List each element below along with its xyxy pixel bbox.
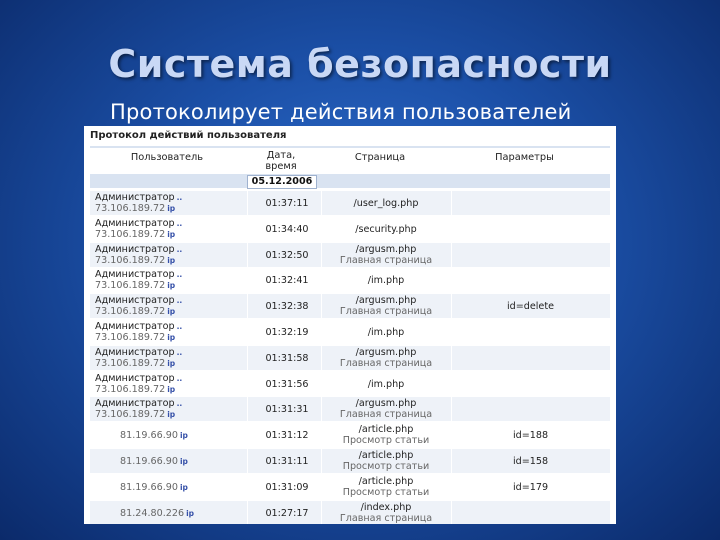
page-url-link[interactable]: /argusm.php	[355, 295, 417, 307]
user-cell	[120, 508, 266, 519]
table-row	[90, 397, 610, 421]
ip-address-line	[120, 430, 266, 441]
time-cell: 01:31:58	[265, 352, 309, 364]
header-top-band	[90, 146, 610, 148]
column-header-params[interactable]: Параметры	[495, 152, 554, 163]
time-cell: 01:31:56	[265, 378, 309, 390]
page-url-link[interactable]: /argusm.php	[355, 243, 417, 255]
time-cell: 01:27:17	[265, 507, 309, 519]
user-cell	[95, 192, 241, 214]
ip-address-line	[95, 306, 241, 317]
column-header-datetime-line1: Дата,	[266, 150, 296, 161]
user-cell	[95, 244, 241, 266]
ip-lookup-link[interactable]: ip	[179, 482, 188, 492]
page-url-link[interactable]: /user_log.php	[353, 198, 419, 209]
table-row	[90, 449, 610, 473]
page-description: Главная страница	[339, 512, 433, 524]
ip-lookup-link[interactable]: ip	[167, 410, 176, 420]
page-description: Главная страница	[339, 306, 433, 318]
column-divider	[321, 320, 322, 344]
user-action-log-panel	[84, 126, 616, 524]
ip-address: 81.24.80.226	[120, 507, 185, 519]
table-row	[90, 268, 610, 292]
user-name-link[interactable]	[95, 244, 241, 255]
ip-address-line	[120, 508, 266, 519]
column-divider	[451, 346, 452, 370]
params-cell: id=188	[512, 430, 549, 442]
page-cell	[321, 424, 451, 446]
user-info-icon[interactable]: ..	[176, 218, 183, 228]
column-header-datetime[interactable]	[247, 150, 315, 172]
ip-address-line	[95, 229, 241, 240]
column-divider	[451, 423, 452, 447]
ip-address-line	[95, 384, 241, 395]
ip-address: 73.106.189.72	[95, 306, 166, 318]
page-cell	[321, 347, 451, 369]
params-cell: id=delete	[506, 301, 555, 313]
column-divider	[321, 475, 322, 499]
page-description: Просмотр статьи	[342, 435, 430, 447]
page-cell	[321, 379, 451, 390]
user-cell	[120, 430, 266, 441]
user-cell	[120, 482, 266, 493]
table-row	[90, 501, 610, 524]
user-info-icon[interactable]: ..	[176, 373, 183, 383]
ip-address-line	[120, 482, 266, 493]
panel-title: Протокол действий пользователя	[90, 130, 287, 141]
column-divider	[451, 243, 452, 267]
user-name: Администратор	[95, 346, 175, 358]
ip-lookup-link[interactable]: ip	[167, 307, 176, 317]
column-divider	[247, 217, 248, 241]
time-cell: 01:31:31	[265, 404, 309, 416]
column-divider	[451, 475, 452, 499]
time-cell: 01:32:38	[265, 301, 309, 313]
params-cell: id=179	[512, 481, 549, 493]
user-cell	[95, 269, 241, 291]
column-divider	[321, 397, 322, 421]
time-cell: 01:37:11	[265, 198, 309, 209]
page-cell	[321, 327, 451, 338]
user-info-icon[interactable]: ..	[176, 270, 183, 280]
user-cell	[95, 218, 241, 240]
date-band	[90, 174, 610, 188]
column-divider	[451, 397, 452, 421]
page-description: Главная страница	[339, 254, 433, 266]
ip-lookup-link[interactable]: ip	[167, 229, 176, 239]
user-name: Администратор	[95, 398, 175, 410]
user-cell	[95, 295, 241, 317]
table-row	[90, 243, 610, 267]
date-group-label: 05.12.2006	[247, 175, 317, 189]
column-divider	[247, 191, 248, 215]
column-divider	[321, 243, 322, 267]
column-divider	[451, 268, 452, 292]
ip-address-line	[95, 332, 241, 343]
column-divider	[247, 372, 248, 396]
page-url-link[interactable]: /index.php	[360, 501, 412, 513]
ip-address: 73.106.189.72	[95, 383, 166, 395]
user-name: Администратор	[95, 295, 175, 307]
page-cell	[321, 198, 451, 209]
table-row	[90, 346, 610, 370]
page-cell	[321, 476, 451, 498]
column-header-user[interactable]: Пользователь	[130, 152, 204, 163]
ip-lookup-link[interactable]: ip	[179, 457, 188, 466]
table-row	[90, 320, 610, 344]
user-info-icon[interactable]: ..	[176, 322, 183, 331]
page-description: Главная страница	[339, 357, 433, 369]
page-description: Просмотр статьи	[342, 486, 430, 498]
user-name: Администратор	[95, 372, 175, 384]
user-name-link[interactable]	[95, 373, 241, 384]
ip-address: 81.19.66.90	[120, 456, 178, 467]
page-url-link[interactable]: /article.php	[358, 424, 414, 436]
column-divider	[451, 217, 452, 241]
time-cell: 01:32:50	[265, 249, 309, 261]
column-divider	[321, 346, 322, 370]
column-divider	[247, 449, 248, 473]
ip-address-line	[95, 409, 241, 420]
column-divider	[247, 320, 248, 344]
column-divider	[321, 423, 322, 447]
user-cell	[95, 373, 241, 395]
user-name-link[interactable]	[95, 347, 241, 358]
page-cell	[321, 224, 451, 235]
user-name: Администратор	[95, 269, 175, 281]
column-divider	[321, 217, 322, 241]
page-url-link[interactable]: /im.php	[367, 378, 405, 390]
user-name-link[interactable]	[95, 295, 241, 306]
params-cell: id=158	[512, 456, 549, 467]
ip-address: 73.106.189.72	[95, 357, 166, 369]
time-cell: 01:32:19	[265, 327, 309, 338]
ip-address: 81.19.66.90	[120, 430, 178, 442]
user-info-icon[interactable]: ..	[176, 399, 183, 409]
page-cell	[321, 398, 451, 420]
table-row	[90, 191, 610, 215]
page-cell	[321, 295, 451, 317]
user-name-link[interactable]	[95, 218, 241, 229]
table-row	[90, 475, 610, 499]
page-description: Главная страница	[339, 409, 433, 421]
page-url-link[interactable]: /article.php	[358, 475, 414, 487]
ip-address-line	[95, 255, 241, 266]
user-name-link[interactable]	[95, 269, 241, 280]
column-divider	[321, 449, 322, 473]
user-info-icon[interactable]: ..	[176, 193, 183, 202]
column-divider	[321, 372, 322, 396]
time-cell: 01:31:09	[265, 481, 309, 493]
table-row	[90, 372, 610, 396]
column-header-page[interactable]: Страница	[354, 152, 406, 163]
user-info-icon[interactable]: ..	[176, 244, 183, 254]
column-divider	[321, 294, 322, 318]
page-cell	[321, 244, 451, 266]
ip-address: 73.106.189.72	[95, 203, 166, 214]
page-url-link[interactable]: /argusm.php	[355, 398, 417, 410]
table-row	[90, 294, 610, 318]
ip-address: 73.106.189.72	[95, 409, 166, 421]
column-divider	[321, 268, 322, 292]
column-divider	[451, 320, 452, 344]
user-info-icon[interactable]: ..	[176, 296, 183, 306]
user-cell	[120, 456, 266, 467]
column-divider	[451, 191, 452, 215]
page-url-link[interactable]: /im.php	[367, 275, 405, 287]
time-cell: 01:31:12	[265, 430, 309, 442]
page-url-link[interactable]: /argusm.php	[355, 346, 417, 358]
user-name-link[interactable]	[95, 192, 241, 203]
ip-lookup-link[interactable]: ip	[167, 358, 176, 368]
ip-lookup-link[interactable]: ip	[167, 281, 176, 291]
column-divider	[451, 294, 452, 318]
ip-address: 73.106.189.72	[95, 254, 166, 266]
ip-address-line	[95, 358, 241, 369]
ip-lookup-link[interactable]: ip	[179, 431, 188, 441]
user-cell	[95, 321, 241, 343]
column-divider	[247, 346, 248, 370]
slide-title: Система безопасности	[108, 42, 612, 86]
column-divider	[451, 501, 452, 524]
ip-address: 81.19.66.90	[120, 481, 178, 493]
page-cell	[321, 502, 451, 524]
ip-lookup-link[interactable]: ip	[167, 384, 176, 394]
ip-lookup-link[interactable]: ip	[186, 508, 195, 518]
user-cell	[95, 398, 241, 420]
column-divider	[247, 475, 248, 499]
page-description: Просмотр статьи	[342, 461, 430, 472]
page-cell	[321, 450, 451, 472]
column-divider	[247, 243, 248, 267]
user-name: Администратор	[95, 217, 175, 229]
ip-lookup-link[interactable]: ip	[167, 255, 176, 265]
column-divider	[247, 397, 248, 421]
ip-address: 73.106.189.72	[95, 332, 166, 343]
column-divider	[247, 501, 248, 524]
ip-address-line	[95, 280, 241, 291]
user-info-icon[interactable]: ..	[176, 347, 183, 357]
page-url-link[interactable]: /security.php	[355, 223, 417, 235]
column-divider	[321, 501, 322, 524]
page-url-link[interactable]: /im.php	[367, 327, 405, 338]
ip-address-line	[120, 456, 266, 467]
column-header-datetime-line2: время	[265, 161, 297, 172]
user-name: Администратор	[95, 321, 175, 332]
table-row	[90, 217, 610, 241]
ip-address-line	[95, 203, 241, 214]
user-name: Администратор	[95, 243, 175, 255]
column-divider	[321, 191, 322, 215]
table-row	[90, 423, 610, 447]
time-cell: 01:31:11	[265, 456, 309, 467]
column-divider	[247, 294, 248, 318]
page-url-link[interactable]: /article.php	[358, 450, 414, 461]
column-divider	[451, 372, 452, 396]
ip-lookup-link[interactable]: ip	[167, 333, 176, 342]
column-divider	[247, 268, 248, 292]
user-cell	[95, 347, 241, 369]
user-name-link[interactable]	[95, 321, 241, 332]
slide-subtitle: Протоколирует действия пользователей	[110, 100, 572, 124]
ip-address: 73.106.189.72	[95, 228, 166, 240]
ip-lookup-link[interactable]: ip	[167, 204, 176, 213]
column-divider	[247, 423, 248, 447]
page-cell	[321, 275, 451, 286]
column-divider	[451, 449, 452, 473]
user-name: Администратор	[95, 192, 175, 203]
time-cell: 01:32:41	[265, 275, 309, 287]
ip-address: 73.106.189.72	[95, 280, 166, 292]
user-name-link[interactable]	[95, 398, 241, 409]
time-cell: 01:34:40	[265, 223, 309, 235]
